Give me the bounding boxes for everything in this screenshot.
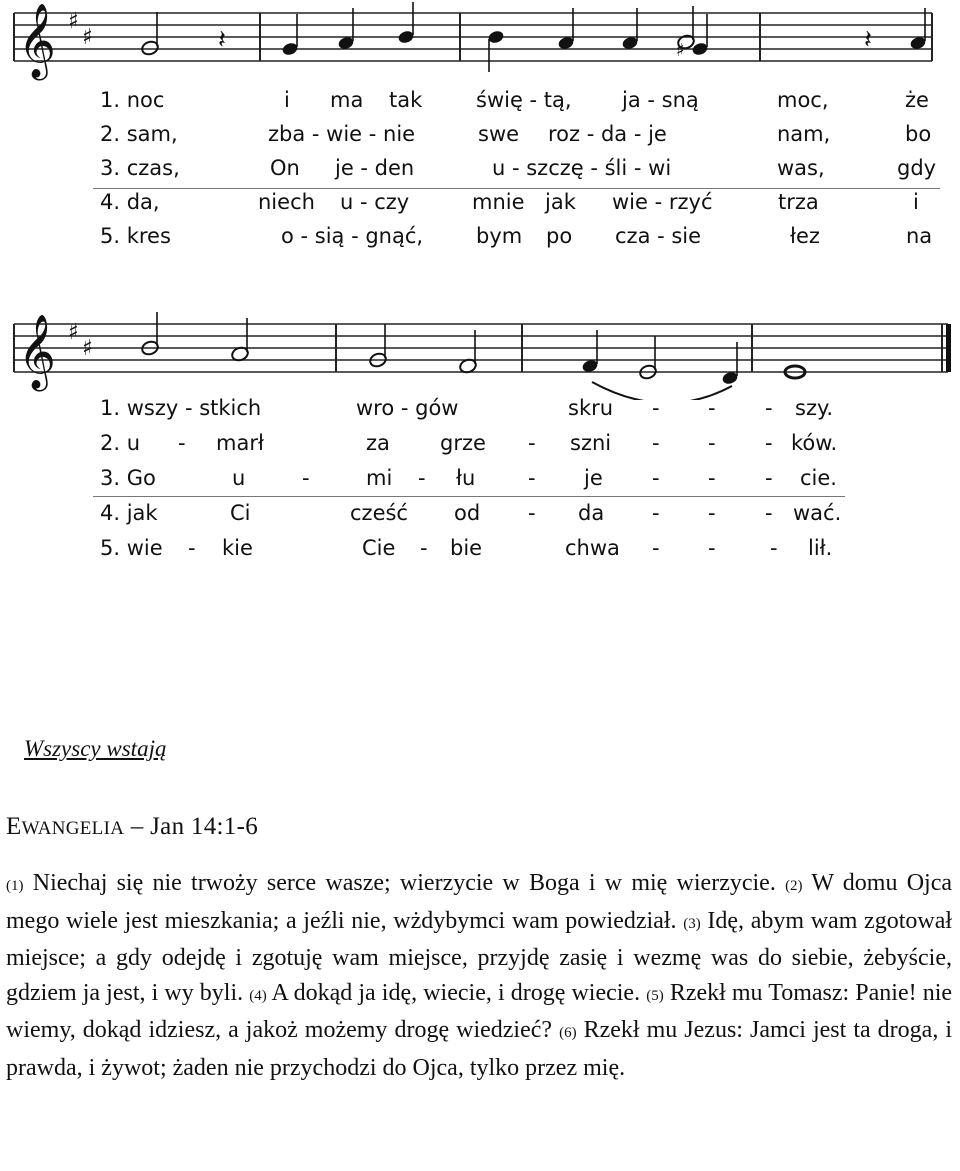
lyric: - (188, 536, 196, 560)
verse-text: W domu Ojca mego wiele jest mieszkania; a jeźli nie, wżdybymci wam powiedział. (6, 870, 953, 934)
lyric: - (765, 396, 773, 420)
music-staff-2 (0, 300, 960, 400)
lyric: da (578, 501, 605, 525)
lyric: o - sią - gnąć, (281, 224, 424, 248)
lyric: - (708, 501, 716, 525)
lyric: u - czy (340, 190, 410, 214)
lyric: i (284, 88, 290, 112)
lyric: u - szczę - śli - wi (492, 156, 672, 180)
lyric: 1. wszy - stkich (100, 396, 262, 420)
verse-number: (6) (559, 1025, 577, 1041)
lyric: - (418, 466, 426, 490)
lyric: mi (366, 466, 393, 490)
divider (93, 496, 845, 497)
verse-text: Niechaj się nie trwoży serce wasze; wierzycie w Boga i w mię wierzycie. (32, 870, 776, 896)
verse-number: (2) (785, 878, 803, 894)
lyric: że (905, 88, 929, 112)
lyric: - (528, 466, 536, 490)
svg-text:𝄽: 𝄽 (218, 25, 226, 55)
lyric: 1. noc (100, 88, 165, 112)
lyric: 4. jak (100, 501, 158, 525)
lyric: 2. u (100, 431, 141, 455)
lyric: cie. (800, 466, 837, 490)
lyric: - (652, 466, 660, 490)
lyric: je - den (335, 156, 415, 180)
lyric: szy. (795, 396, 834, 420)
lyric: wie - rzyć (612, 190, 713, 214)
lyric: - (652, 536, 660, 560)
lyric: trza (778, 190, 819, 214)
lyric: za (366, 431, 390, 455)
sharp-icon: ♯ (82, 336, 93, 361)
rubric-stand: Wszyscy wstają (24, 736, 167, 761)
lyric: - (528, 431, 536, 455)
lyric: je (584, 466, 603, 490)
treble-clef-icon: 𝄞 (18, 315, 56, 389)
lyrics-row-4 (0, 190, 960, 224)
svg-text:♯: ♯ (676, 40, 685, 61)
verse-number: (1) (6, 878, 24, 894)
verse-text: Rzekł mu Jezus: Jamci jest ta droga, i prawda, i żywot; żaden nie przychodzi do Ojca, tylko przez mię. (6, 1017, 953, 1081)
lyric: - (652, 396, 660, 420)
lyric: - (528, 501, 536, 525)
lyric: świę - tą, (476, 88, 572, 112)
lyric: jak (545, 190, 576, 214)
lyric: i (913, 190, 919, 214)
lyrics-row-1 (0, 88, 960, 122)
music-staff-1 (0, 0, 960, 90)
lyric: Cie (362, 536, 396, 560)
lyrics-row-5 (0, 536, 960, 570)
lyric: ma (330, 88, 364, 112)
lyric: niech (258, 190, 315, 214)
lyric: ków. (791, 431, 838, 455)
lyric: - (765, 501, 773, 525)
lyric: chwa (565, 536, 620, 560)
lyrics-row-2 (0, 431, 960, 465)
lyrics-row-1 (0, 396, 960, 430)
lyric: łu (456, 466, 476, 490)
lyric: - (708, 466, 716, 490)
verse-number: (3) (683, 915, 701, 932)
lyric: On (270, 156, 300, 180)
lyric: wro - gów (356, 396, 459, 420)
gospel-label: WANGELIA (21, 818, 125, 839)
lyric: skru (568, 396, 614, 420)
lyric: zba - wie - nie (268, 122, 416, 146)
gospel-label-initial: E (6, 813, 22, 840)
lyric: po (546, 224, 573, 248)
gospel-heading (6, 813, 258, 841)
gospel-reference: – Jan 14:1-6 (130, 813, 258, 840)
lyric: - (708, 431, 716, 455)
lyric: - (708, 536, 716, 560)
lyric: tak (389, 88, 423, 112)
lyric: mnie (472, 190, 525, 214)
lyric: 3. Go (100, 466, 156, 490)
lyric: cześć (350, 501, 408, 525)
sharp-icon: ♯ (82, 25, 93, 50)
verse-number: (5) (646, 987, 664, 1004)
lyric: 3. czas, (100, 156, 180, 180)
svg-text:𝄽: 𝄽 (864, 25, 872, 55)
sharp-icon: ♯ (68, 9, 79, 34)
lyric: 5. kres (100, 224, 171, 248)
sharp-icon: ♯ (68, 320, 79, 345)
divider (93, 188, 940, 189)
lyric: was, (777, 156, 825, 180)
lyric: szni (570, 431, 612, 455)
lyric: - (178, 431, 186, 455)
lyrics-row-2 (0, 122, 960, 156)
lyrics-row-4 (0, 501, 960, 535)
lyric: 4. da, (100, 190, 160, 214)
gospel-text (6, 866, 952, 1085)
lyrics-row-3 (0, 466, 960, 500)
lyric: - (652, 431, 660, 455)
lyric: bie (450, 536, 483, 560)
verse-text: Rzekł mu Tomasz: Panie! nie wiemy, dokąd idziesz, a jakoż możemy drogę wiedzieć? (6, 979, 953, 1043)
lyric: bo (905, 122, 932, 146)
lyrics-row-5 (0, 224, 960, 258)
lyric: - (765, 431, 773, 455)
lyric: 2. sam, (100, 122, 178, 146)
lyric: bym (476, 224, 523, 248)
lyric: łez (790, 224, 820, 248)
lyric: swe (478, 122, 520, 146)
verse-number: (4) (249, 987, 267, 1004)
lyric: marł (216, 431, 264, 455)
lyric: grze (440, 431, 486, 455)
lyric: u (232, 466, 246, 490)
lyric: na (906, 224, 933, 248)
lyric: cza - sie (615, 224, 702, 248)
lyric: - (770, 536, 778, 560)
lyrics-row-3 (0, 156, 960, 190)
lyric: lił. (808, 536, 833, 560)
lyric: - (765, 466, 773, 490)
lyric: - (708, 396, 716, 420)
lyric: wać. (793, 501, 842, 525)
lyric: kie (222, 536, 253, 560)
lyric: ja - sną (622, 88, 699, 112)
lyric: od (454, 501, 481, 525)
treble-clef-icon: 𝄞 (18, 4, 56, 78)
lyric: - (652, 501, 660, 525)
lyric: nam, (777, 122, 831, 146)
lyric: 5. wie (100, 536, 163, 560)
lyric: - (302, 466, 310, 490)
lyric: roz - da - je (548, 122, 667, 146)
lyric: gdy (897, 156, 937, 180)
verse-text: A dokąd ja idę, wiecie, i drogę wiecie. (271, 979, 641, 1006)
lyric: Ci (230, 501, 251, 525)
lyric: - (420, 536, 428, 560)
verse-text: Idę, abym wam zgotował miejsce; a gdy odejdę i zgotuję wam miejsce, przyjdę zasię i wezmę was do siebie, żebyście, gdziem ja jest, i wy byli. (6, 907, 953, 1006)
lyric: moc, (777, 88, 829, 112)
